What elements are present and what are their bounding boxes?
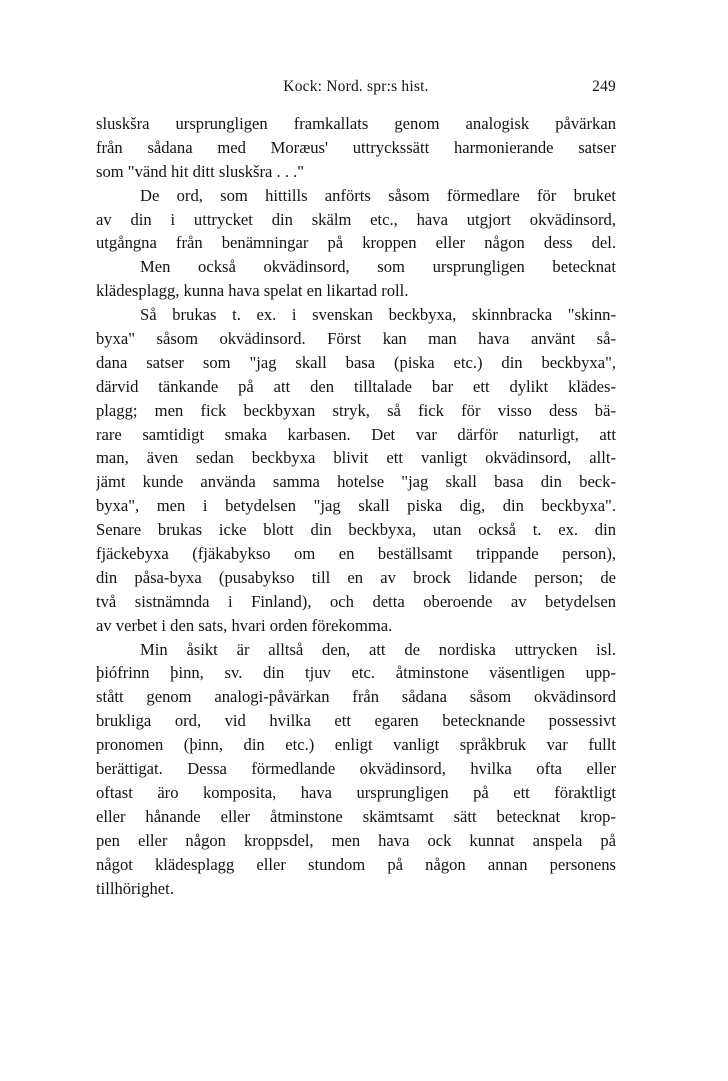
- text-line: klädesplagg, kunna hava spelat en likartad roll.: [96, 281, 409, 301]
- text-line: din påsa-byxa (pusabykso till en av brock lidande person; de: [96, 567, 616, 587]
- text-line: Senare brukas icke blott din beckbyxa, utan också t. ex. din: [96, 520, 616, 540]
- text-line: berättigat. Dessa förmedlande okvädinsord, hvilka ofta eller: [96, 759, 616, 779]
- text-line: därvid tänkande på att den tilltalade bar ett dylikt klädes-: [96, 376, 616, 396]
- text-line: fjäckebyxa (fjäkabykso om en beställsamt trippande person),: [96, 544, 616, 564]
- text-line: av verbet i den sats, hvari orden förekomma.: [96, 615, 393, 635]
- text-line: jämt kunde använda samma hotelse "jag skall basa din beck-: [96, 472, 616, 492]
- text-line: utgångna från benämningar på kroppen eller någon dess del.: [96, 233, 616, 253]
- text-line: byxa" såsom okvädinsord. Först kan man hava använt så-: [96, 329, 616, 349]
- text-line: De ord, som hittills anförts såsom förmedlare för bruket: [140, 185, 616, 205]
- text-line: Men också okvädinsord, som ursprungligen betecknat: [140, 257, 616, 277]
- text-line: stått genom analogi-påvärkan från sådana såsom okvädinsord: [96, 687, 616, 707]
- text-line: eller hånande eller åtminstone skämtsamt sätt betecknat krop-: [96, 806, 616, 826]
- text-line: brukliga ord, vid hvilka ett egaren betecknande possessivt: [96, 711, 616, 731]
- text-line: rare samtidigt smaka karbasen. Det var därför naturligt, att: [96, 424, 616, 444]
- text-line: dana satser som "jag skall basa (piska etc.) din beckbyxa",: [96, 352, 616, 372]
- text-line: man, även sedan beckbyxa blivit ett vanligt okvädinsord, allt-: [96, 448, 616, 468]
- text-line: som "vänd hit ditt sluskšra . . .": [96, 161, 305, 181]
- text-line: þiófrinn þinn, sv. din tjuv etc. åtminstone väsentligen upp-: [96, 663, 616, 683]
- text-line: från sådana med Moræus' uttryckssätt harmonierande satser: [96, 137, 616, 157]
- text-line: byxa", men i betydelsen "jag skall piska dig, din beckbyxa".: [96, 496, 616, 516]
- body-text: [96, 112, 616, 900]
- text-line: tillhörighet.: [96, 878, 174, 898]
- text-line: Så brukas t. ex. i svenskan beckbyxa, skinnbracka "skinn-: [140, 305, 616, 325]
- text-line: av din i uttrycket din skälm etc., hava utgjort okvädinsord,: [96, 209, 616, 229]
- text-line: pen eller någon kroppsdel, men hava ock kunnat anspela på: [96, 830, 616, 850]
- text-line: oftast äro komposita, hava ursprungligen på ett föraktligt: [96, 782, 616, 802]
- text-line: plagg; men fick beckbyxan stryk, så fick för visso dess bä-: [96, 400, 616, 420]
- running-header: [96, 78, 616, 100]
- running-title: Kock: Nord. spr:s hist.: [283, 78, 429, 95]
- text-line: något klädesplagg eller stundom på någon annan personens: [96, 854, 616, 874]
- text-line: sluskšra ursprungligen framkallats genom analogisk påvärkan: [96, 114, 616, 133]
- page-number: 249: [592, 78, 616, 95]
- text-line: två sistnämnda i Finland), och detta oberoende av betydelsen: [96, 591, 616, 611]
- text-line: pronomen (þinn, din etc.) enligt vanligt språkbruk var fullt: [96, 735, 616, 755]
- text-line: Min åsikt är alltså den, att de nordiska uttrycken isl.: [140, 639, 616, 659]
